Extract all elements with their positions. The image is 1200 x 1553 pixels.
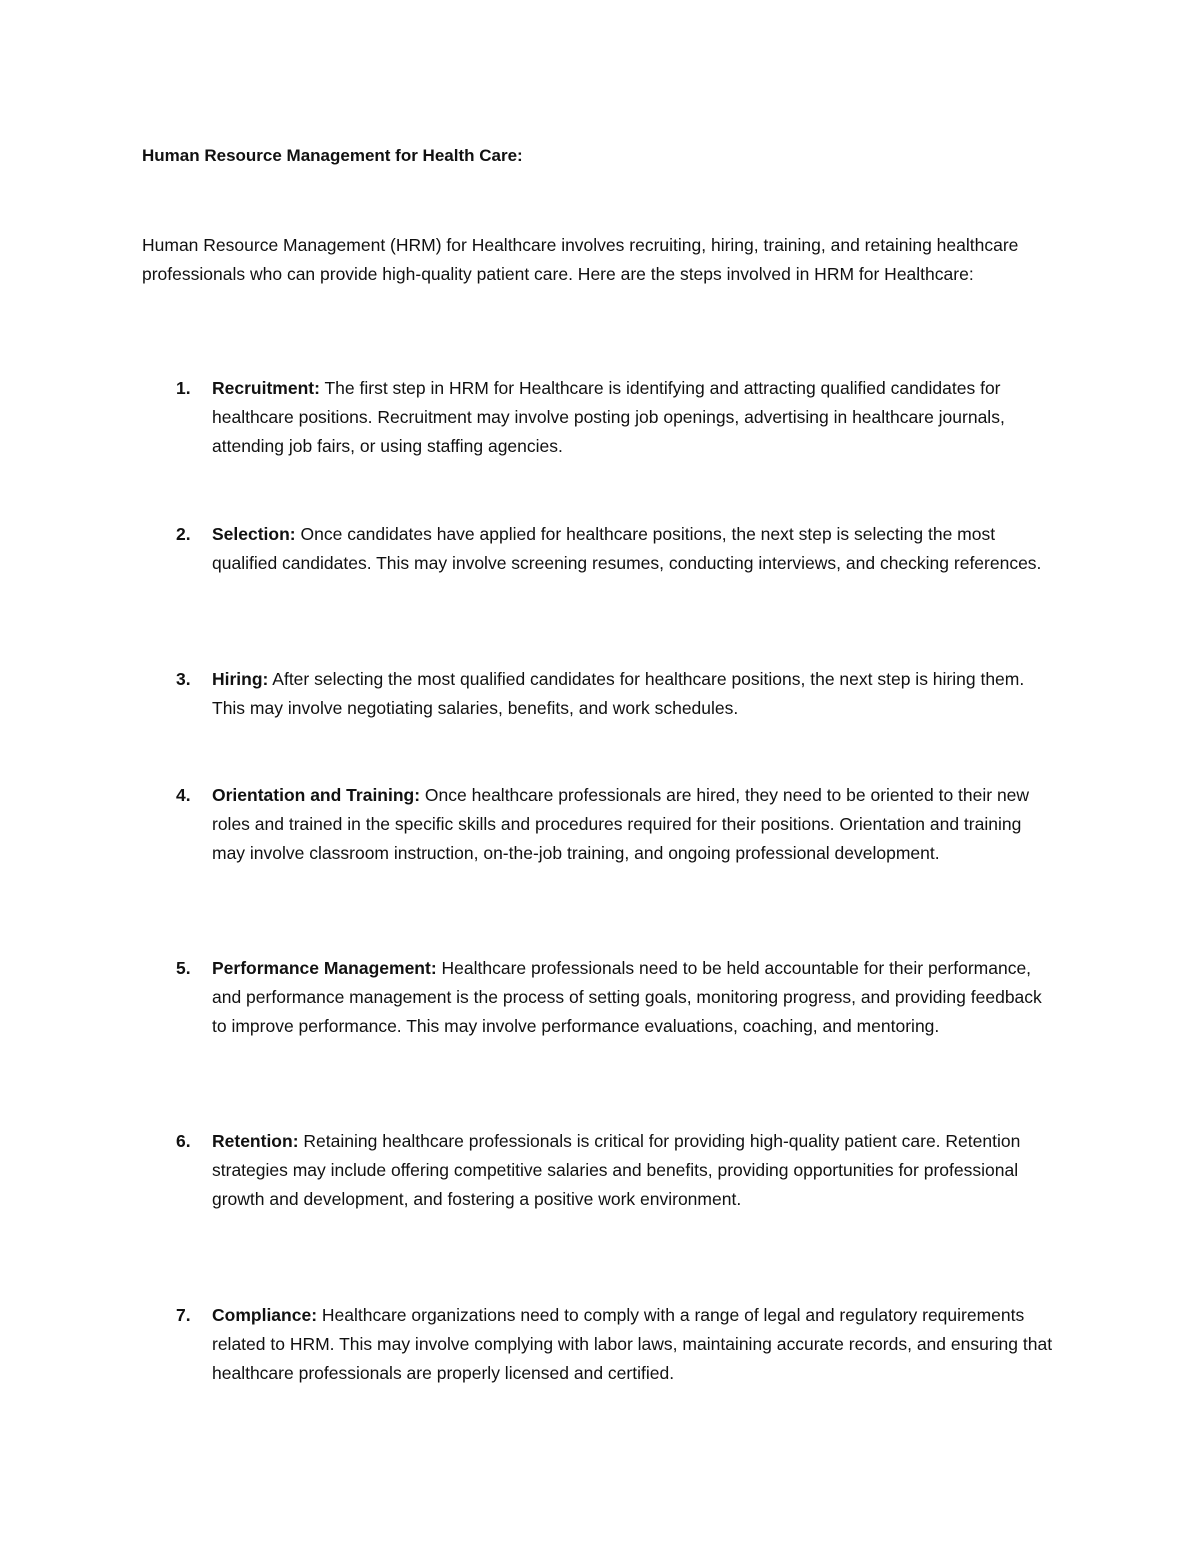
list-item-text <box>212 374 1056 461</box>
list-item-text <box>212 954 1056 1041</box>
list-item-number: 6. <box>176 1131 191 1151</box>
list-item-number: 7. <box>176 1305 191 1325</box>
list-item-label: Hiring: <box>212 669 269 689</box>
list-item-label: Recruitment: <box>212 378 320 398</box>
list-item-body: Healthcare professionals need to be held accountable for their performance, and performance management is the process of setting goals, monitoring progress, and providing feedback to improve performance. This may involve performance evaluations, coaching, and mentoring. <box>212 958 1042 1036</box>
list-item-orientation-training <box>176 781 1056 868</box>
intro-paragraph: Human Resource Management (HRM) for Healthcare involves recruiting, hiring, training, and retaining healthcare professionals who can provide high-quality patient care. Here are the steps involved in HRM for Healthcare: <box>142 235 1019 284</box>
list-item-label: Selection: <box>212 524 296 544</box>
list-item-body: Once healthcare professionals are hired, they need to be oriented to their new roles and trained in the specific skills and procedures required for their positions. Orientation and training may involve classroom instruction, on-the-job training, and ongoing professional development. <box>212 785 1030 863</box>
list-item-number: 2. <box>176 524 191 544</box>
list-item-body: After selecting the most qualified candidates for healthcare positions, the next step is hiring them. This may involve negotiating salaries, benefits, and work schedules. <box>212 669 1025 718</box>
list-item-retention <box>176 1127 1056 1214</box>
list-item-number: 5. <box>176 958 191 978</box>
list-item-selection <box>176 520 1056 578</box>
list-item-text <box>212 1127 1056 1214</box>
list-item-label: Retention: <box>212 1131 299 1151</box>
list-item-text <box>212 1301 1056 1388</box>
list-item-body: Retaining healthcare professionals is critical for providing high-quality patient care. Retention strategies may include offering competitive salaries and benefits, providing opportunities for professional growth and development, and fostering a positive work environment. <box>212 1131 1021 1209</box>
document-title: Human Resource Management for Health Care: <box>142 146 523 165</box>
list-item-text <box>212 781 1056 868</box>
list-item-performance-management <box>176 954 1056 1041</box>
list-item-label: Orientation and Training: <box>212 785 421 805</box>
list-item-number: 3. <box>176 669 191 689</box>
list-item-text <box>212 520 1056 578</box>
list-item-label: Compliance: <box>212 1305 318 1325</box>
list-item-body: The first step in HRM for Healthcare is identifying and attracting qualified candidates for healthcare positions. Recruitment may involve posting job openings, advertising in healthcare journals, attending job fairs, or using staffing agencies. <box>212 378 1005 456</box>
list-item-compliance <box>176 1301 1056 1388</box>
list-item-body: Healthcare organizations need to comply with a range of legal and regulatory requirements related to HRM. This may involve complying with labor laws, maintaining accurate records, and ensuring that healthcare professionals are properly licensed and certified. <box>212 1305 1053 1383</box>
list-item-label: Performance Management: <box>212 958 437 978</box>
list-item-body: Once candidates have applied for healthcare positions, the next step is selecting the most qualified candidates. This may involve screening resumes, conducting interviews, and checking references. <box>212 524 1042 573</box>
list-item-number: 4. <box>176 785 191 805</box>
list-item-number: 1. <box>176 378 191 398</box>
list-item-text <box>212 665 1056 723</box>
list-item-hiring <box>176 665 1056 723</box>
list-item-recruitment <box>176 374 1056 461</box>
